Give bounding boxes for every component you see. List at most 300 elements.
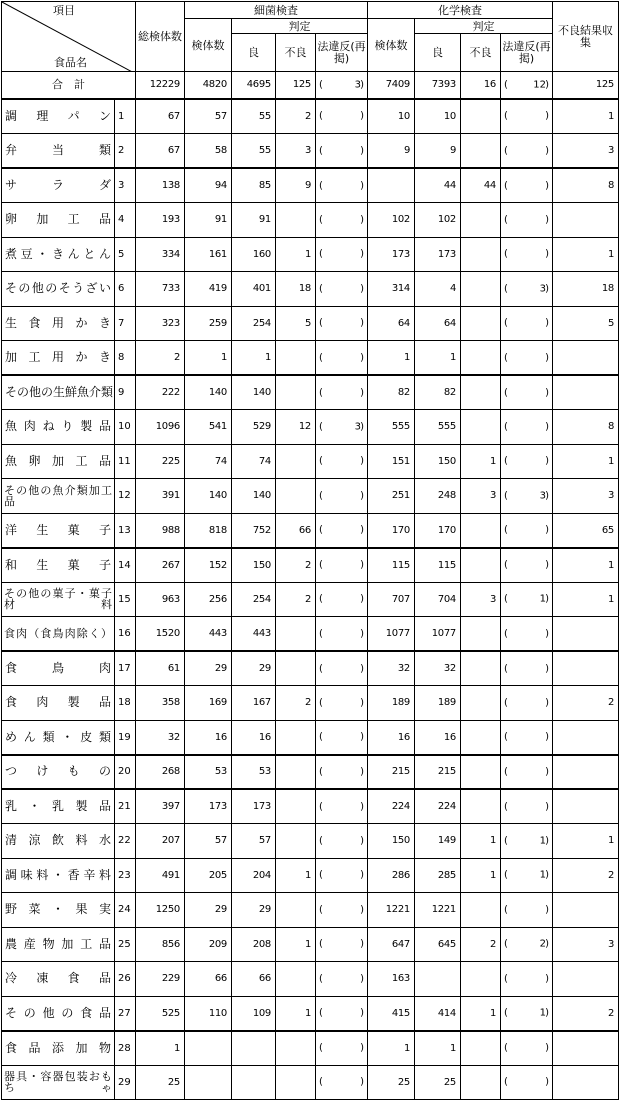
chemical-bad: 1 (461, 858, 501, 893)
bacteria-violation: ( ) (316, 1065, 368, 1100)
table-row (2, 686, 619, 721)
bacteria-bad (276, 824, 316, 859)
chemical-good: 115 (415, 548, 461, 583)
table-row (2, 962, 619, 997)
chemical-good: 16 (415, 720, 461, 755)
chemical-samples: 189 (368, 686, 415, 721)
chemical-violation: ( ) (501, 203, 553, 238)
chemical-good: 150 (415, 444, 461, 479)
chemical-violation: ( ) (501, 1031, 553, 1066)
food-name: 洋生菓子 (2, 513, 115, 548)
bacteria-samples: 16 (185, 720, 232, 755)
bacteria-samples: 53 (185, 755, 232, 790)
bacteria-bad (276, 962, 316, 997)
bacteria-bad (276, 1065, 316, 1100)
row-number: 26 (115, 962, 136, 997)
chemical-violation: ( ) (501, 686, 553, 721)
chemical-bad (461, 341, 501, 376)
chemical-good: 414 (415, 996, 461, 1031)
bacteria-bad (276, 893, 316, 928)
row-number: 4 (115, 203, 136, 238)
bacteria-samples: 256 (185, 582, 232, 617)
bacteria-samples: 818 (185, 513, 232, 548)
bacteria-violation: ( ) (316, 789, 368, 824)
table-row (2, 720, 619, 755)
food-name: 卵加工品 (2, 203, 115, 238)
chemical-violation: ( ) (501, 410, 553, 445)
samples-total: 267 (136, 548, 185, 583)
chemical-violation: ( ) (501, 99, 553, 134)
samples-total: 963 (136, 582, 185, 617)
table-row (2, 341, 619, 376)
bacteria-bad: 1 (276, 237, 316, 272)
bacteria-good: 29 (232, 893, 276, 928)
bacteria-samples: 140 (185, 375, 232, 410)
chemical-good: 102 (415, 203, 461, 238)
chemical-good: 82 (415, 375, 461, 410)
chemical-bad: 2 (461, 927, 501, 962)
chemical-samples: 1221 (368, 893, 415, 928)
chemical-violation: ( ) (501, 134, 553, 169)
row-number: 21 (115, 789, 136, 824)
table-row (2, 617, 619, 652)
samples-total: 2 (136, 341, 185, 376)
bacteria-bad: 1 (276, 858, 316, 893)
chemical-samples (368, 168, 415, 203)
bacteria-violation: ( ) (316, 134, 368, 169)
chemical-samples: 25 (368, 1065, 415, 1100)
total-row (2, 72, 619, 99)
chemical-violation: ( 2 ) (501, 927, 553, 962)
header-chemical-judgment: 判定 (415, 19, 553, 34)
samples-total: 1520 (136, 617, 185, 652)
table-row (2, 375, 619, 410)
table-row (2, 306, 619, 341)
row-number: 1 (115, 99, 136, 134)
chemical-good: 248 (415, 479, 461, 514)
chemical-bad (461, 1031, 501, 1066)
food-name: 調味料・香辛料 (2, 858, 115, 893)
followup: 1 (553, 582, 619, 617)
bacteria-good: 140 (232, 375, 276, 410)
bacteria-bad: 2 (276, 99, 316, 134)
chemical-samples: 102 (368, 203, 415, 238)
food-name: その他の食品 (2, 996, 115, 1031)
total-followup: 125 (553, 72, 619, 99)
row-number: 15 (115, 582, 136, 617)
bacteria-good: 55 (232, 99, 276, 134)
bacteria-bad (276, 479, 316, 514)
chemical-good: 4 (415, 272, 461, 307)
chemical-violation: ( ) (501, 755, 553, 790)
chemical-samples: 150 (368, 824, 415, 859)
inspection-results-table (1, 1, 619, 1100)
row-number: 20 (115, 755, 136, 790)
chemical-bad (461, 306, 501, 341)
followup: 2 (553, 858, 619, 893)
bacteria-good: 150 (232, 548, 276, 583)
followup (553, 962, 619, 997)
bacteria-violation: ( ) (316, 444, 368, 479)
bacteria-violation: ( ) (316, 686, 368, 721)
chemical-good: 285 (415, 858, 461, 893)
food-name: サラダ (2, 168, 115, 203)
chemical-violation: ( 1 ) (501, 824, 553, 859)
chemical-samples: 115 (368, 548, 415, 583)
food-name: 弁当類 (2, 134, 115, 169)
samples-total: 193 (136, 203, 185, 238)
chemical-samples: 415 (368, 996, 415, 1031)
chemical-samples: 707 (368, 582, 415, 617)
followup: 2 (553, 996, 619, 1031)
followup (553, 341, 619, 376)
table-row (2, 1031, 619, 1066)
food-name: その他のそうざい (2, 272, 115, 307)
chemical-bad: 1 (461, 824, 501, 859)
row-number: 8 (115, 341, 136, 376)
bacteria-good: 160 (232, 237, 276, 272)
food-name: 器具・容器包装おもちゃ (2, 1065, 115, 1100)
bacteria-samples: 205 (185, 858, 232, 893)
header-bacteria: 細菌検査 (185, 2, 368, 19)
chemical-samples: 224 (368, 789, 415, 824)
bacteria-samples: 29 (185, 893, 232, 928)
chemical-bad (461, 962, 501, 997)
chemical-bad: 3 (461, 479, 501, 514)
chemical-bad (461, 1065, 501, 1100)
bacteria-samples: 259 (185, 306, 232, 341)
bacteria-bad: 18 (276, 272, 316, 307)
bacteria-violation: ( ) (316, 341, 368, 376)
food-name: 煮豆・きんとん (2, 237, 115, 272)
chemical-samples: 173 (368, 237, 415, 272)
bacteria-good: 109 (232, 996, 276, 1031)
food-name: 食肉（食鳥肉除く） (2, 617, 115, 652)
chemical-samples: 82 (368, 375, 415, 410)
followup (553, 1065, 619, 1100)
chemical-good: 645 (415, 927, 461, 962)
row-number: 22 (115, 824, 136, 859)
table-row (2, 927, 619, 962)
chemical-good: 224 (415, 789, 461, 824)
bacteria-bad (276, 375, 316, 410)
food-name: その他の魚介類加工品 (2, 479, 115, 514)
bacteria-samples: 29 (185, 651, 232, 686)
bacteria-samples: 66 (185, 962, 232, 997)
bacteria-samples: 443 (185, 617, 232, 652)
followup: 2 (553, 686, 619, 721)
bacteria-bad: 9 (276, 168, 316, 203)
chemical-samples: 647 (368, 927, 415, 962)
bacteria-samples (185, 1031, 232, 1066)
bacteria-good: 254 (232, 582, 276, 617)
bacteria-bad: 66 (276, 513, 316, 548)
chemical-violation: ( ) (501, 341, 553, 376)
total-label: 合 計 (2, 72, 136, 99)
header-food-name-label: 食品名 (54, 56, 87, 69)
bacteria-bad: 2 (276, 548, 316, 583)
bacteria-samples: 152 (185, 548, 232, 583)
chemical-samples: 215 (368, 755, 415, 790)
row-number: 12 (115, 479, 136, 514)
table-row (2, 789, 619, 824)
chemical-good: 25 (415, 1065, 461, 1100)
bacteria-good: 85 (232, 168, 276, 203)
bacteria-violation: ( ) (316, 1031, 368, 1066)
bacteria-good: 29 (232, 651, 276, 686)
followup: 8 (553, 410, 619, 445)
bacteria-samples: 58 (185, 134, 232, 169)
chemical-violation: ( ) (501, 789, 553, 824)
bacteria-samples: 1 (185, 341, 232, 376)
followup (553, 203, 619, 238)
table-row (2, 996, 619, 1031)
row-number: 3 (115, 168, 136, 203)
bacteria-bad (276, 444, 316, 479)
chemical-samples: 163 (368, 962, 415, 997)
chemical-violation: ( ) (501, 444, 553, 479)
bacteria-good: 443 (232, 617, 276, 652)
row-number: 23 (115, 858, 136, 893)
bacteria-good: 752 (232, 513, 276, 548)
row-number: 6 (115, 272, 136, 307)
samples-total: 1096 (136, 410, 185, 445)
food-name: 魚卵加工品 (2, 444, 115, 479)
followup: 5 (553, 306, 619, 341)
followup: 1 (553, 548, 619, 583)
bacteria-good (232, 1065, 276, 1100)
total-chemical-good: 7393 (415, 72, 461, 99)
bacteria-bad: 1 (276, 927, 316, 962)
chemical-samples: 1077 (368, 617, 415, 652)
total-bacteria-bad: 125 (276, 72, 316, 99)
chemical-violation: ( ) (501, 237, 553, 272)
chemical-violation: ( ) (501, 1065, 553, 1100)
samples-total: 988 (136, 513, 185, 548)
total-bacteria-good: 4695 (232, 72, 276, 99)
chemical-bad (461, 755, 501, 790)
bacteria-violation: ( ) (316, 996, 368, 1031)
chemical-bad (461, 375, 501, 410)
chemical-violation: ( ) (501, 375, 553, 410)
table-row (2, 410, 619, 445)
chemical-samples: 314 (368, 272, 415, 307)
food-name: 生食用かき (2, 306, 115, 341)
total-bacteria-samples: 4820 (185, 72, 232, 99)
samples-total: 32 (136, 720, 185, 755)
header-chemical-bad: 不良 (461, 34, 501, 72)
bacteria-violation: ( ) (316, 617, 368, 652)
row-number: 16 (115, 617, 136, 652)
bacteria-good: 91 (232, 203, 276, 238)
bacteria-violation: ( ) (316, 720, 368, 755)
bacteria-samples: 161 (185, 237, 232, 272)
followup: 3 (553, 479, 619, 514)
bacteria-bad (276, 203, 316, 238)
bacteria-violation: ( ) (316, 824, 368, 859)
bacteria-violation: ( ) (316, 203, 368, 238)
total-bacteria-violation: ( 3 ) (316, 72, 368, 99)
bacteria-good: 66 (232, 962, 276, 997)
table-row (2, 237, 619, 272)
chemical-violation: ( 1 ) (501, 996, 553, 1031)
table-row (2, 513, 619, 548)
chemical-good: 555 (415, 410, 461, 445)
bacteria-bad: 3 (276, 134, 316, 169)
chemical-bad (461, 720, 501, 755)
row-number: 5 (115, 237, 136, 272)
samples-total: 856 (136, 927, 185, 962)
row-number: 7 (115, 306, 136, 341)
row-number: 14 (115, 548, 136, 583)
chemical-samples: 1 (368, 341, 415, 376)
chemical-samples: 555 (368, 410, 415, 445)
samples-total: 733 (136, 272, 185, 307)
bacteria-bad (276, 651, 316, 686)
samples-total: 207 (136, 824, 185, 859)
header-bacteria-samples: 検体数 (185, 19, 232, 72)
row-number: 9 (115, 375, 136, 410)
header-item-food-corner (2, 2, 136, 72)
chemical-violation: ( ) (501, 720, 553, 755)
followup (553, 789, 619, 824)
chemical-bad (461, 617, 501, 652)
followup: 1 (553, 824, 619, 859)
header-total-samples: 総検体数 (136, 2, 185, 72)
chemical-good: 32 (415, 651, 461, 686)
followup (553, 893, 619, 928)
bacteria-violation: ( ) (316, 99, 368, 134)
food-name: 乳・乳製品 (2, 789, 115, 824)
row-number: 2 (115, 134, 136, 169)
chemical-violation: ( ) (501, 893, 553, 928)
chemical-good: 170 (415, 513, 461, 548)
table-row (2, 651, 619, 686)
food-name: 魚肉ねり製品 (2, 410, 115, 445)
bacteria-violation: ( ) (316, 513, 368, 548)
chemical-violation: ( 3 ) (501, 479, 553, 514)
samples-total: 67 (136, 99, 185, 134)
samples-total: 268 (136, 755, 185, 790)
chemical-violation: ( ) (501, 548, 553, 583)
chemical-samples: 32 (368, 651, 415, 686)
samples-total: 1 (136, 1031, 185, 1066)
samples-total: 1250 (136, 893, 185, 928)
chemical-samples: 10 (368, 99, 415, 134)
header-bacteria-bad: 不良 (276, 34, 316, 72)
samples-total: 222 (136, 375, 185, 410)
food-name: 冷凍食品 (2, 962, 115, 997)
followup (553, 1031, 619, 1066)
row-number: 29 (115, 1065, 136, 1100)
chemical-samples: 64 (368, 306, 415, 341)
chemical-bad (461, 651, 501, 686)
bacteria-samples: 173 (185, 789, 232, 824)
chemical-bad: 44 (461, 168, 501, 203)
samples-total: 391 (136, 479, 185, 514)
bacteria-bad: 12 (276, 410, 316, 445)
samples-total: 229 (136, 962, 185, 997)
bacteria-violation: ( ) (316, 962, 368, 997)
total-samples: 12229 (136, 72, 185, 99)
table-row (2, 548, 619, 583)
chemical-samples: 286 (368, 858, 415, 893)
samples-total: 67 (136, 134, 185, 169)
table-row (2, 444, 619, 479)
header-followup: 不良結果収集 (553, 2, 619, 72)
samples-total: 225 (136, 444, 185, 479)
followup (553, 617, 619, 652)
followup: 18 (553, 272, 619, 307)
header-bacteria-judgment: 判定 (232, 19, 368, 34)
chemical-samples: 251 (368, 479, 415, 514)
chemical-bad (461, 237, 501, 272)
samples-total: 525 (136, 996, 185, 1031)
row-number: 13 (115, 513, 136, 548)
bacteria-good: 1 (232, 341, 276, 376)
chemical-bad (461, 686, 501, 721)
chemical-bad: 1 (461, 996, 501, 1031)
food-name: 野菜・果実 (2, 893, 115, 928)
total-chemical-violation: ( 12 ) (501, 72, 553, 99)
header-chemical: 化学検査 (368, 2, 553, 19)
chemical-good: 1077 (415, 617, 461, 652)
bacteria-good: 173 (232, 789, 276, 824)
row-number: 17 (115, 651, 136, 686)
chemical-bad: 1 (461, 444, 501, 479)
bacteria-violation: ( ) (316, 755, 368, 790)
bacteria-samples: 209 (185, 927, 232, 962)
row-number: 28 (115, 1031, 136, 1066)
bacteria-samples: 419 (185, 272, 232, 307)
bacteria-good: 16 (232, 720, 276, 755)
food-name: 加工用かき (2, 341, 115, 376)
followup (553, 720, 619, 755)
bacteria-good: 529 (232, 410, 276, 445)
chemical-bad (461, 410, 501, 445)
food-name: めん類・皮類 (2, 720, 115, 755)
bacteria-samples (185, 1065, 232, 1100)
bacteria-violation: ( ) (316, 168, 368, 203)
chemical-bad (461, 272, 501, 307)
bacteria-samples: 110 (185, 996, 232, 1031)
bacteria-samples: 57 (185, 99, 232, 134)
chemical-violation: ( ) (501, 513, 553, 548)
bacteria-samples: 94 (185, 168, 232, 203)
chemical-bad (461, 99, 501, 134)
table-row (2, 893, 619, 928)
bacteria-good (232, 1031, 276, 1066)
bacteria-bad (276, 1031, 316, 1066)
bacteria-violation: ( ) (316, 306, 368, 341)
chemical-violation: ( ) (501, 168, 553, 203)
bacteria-violation: ( ) (316, 651, 368, 686)
food-name: 食鳥肉 (2, 651, 115, 686)
chemical-good: 1221 (415, 893, 461, 928)
bacteria-violation: ( ) (316, 272, 368, 307)
chemical-samples: 16 (368, 720, 415, 755)
header-bacteria-violation: 法違反(再掲) (316, 34, 368, 72)
header-bacteria-good: 良 (232, 34, 276, 72)
bacteria-bad: 2 (276, 582, 316, 617)
bacteria-violation: ( ) (316, 375, 368, 410)
followup (553, 375, 619, 410)
total-chemical-bad: 16 (461, 72, 501, 99)
bacteria-good: 401 (232, 272, 276, 307)
bacteria-good: 140 (232, 479, 276, 514)
samples-total: 397 (136, 789, 185, 824)
followup (553, 755, 619, 790)
